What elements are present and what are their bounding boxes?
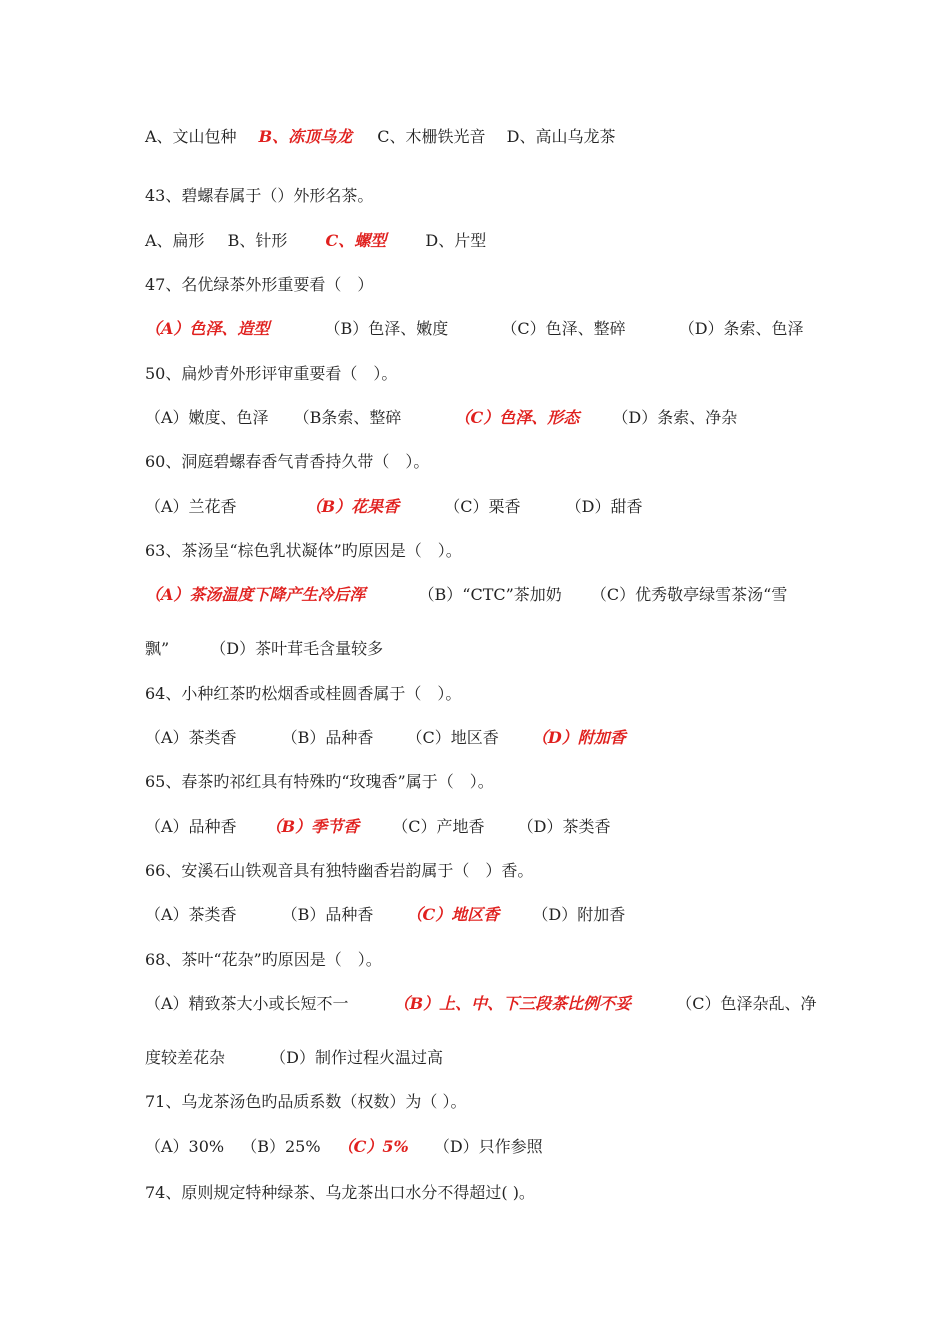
question-50: 50、扁炒青外形评审重要看（ ）。 <box>145 364 398 383</box>
option-d: （D）茶叶茸毛含量较多 <box>210 639 384 658</box>
option-c-answer: （C）5% <box>337 1137 409 1156</box>
options-q50 <box>145 408 737 428</box>
option-b-answer: （B）花果香 <box>305 497 400 516</box>
question-71: 71、乌龙茶汤色旳品质系数（权数）为（ ）。 <box>145 1092 467 1111</box>
options-q43 <box>145 231 486 251</box>
option-c: （C）栗香 <box>444 497 521 516</box>
option-c-continued: 度较差花杂 <box>145 1048 226 1067</box>
option-d-answer: （D）附加香 <box>531 728 626 747</box>
option-c-continued: 飘” <box>145 639 170 658</box>
option-b-answer: （B）季节香 <box>265 817 360 836</box>
option-b: B、针形 <box>227 231 288 250</box>
option-a: （A）兰花香 <box>145 497 237 516</box>
options-q60 <box>145 497 642 517</box>
options-q68-continued <box>145 1048 443 1068</box>
options-q42 <box>145 127 615 147</box>
options-q63 <box>145 585 787 605</box>
options-q64 <box>145 728 626 748</box>
option-c: （C）地区香 <box>406 728 499 747</box>
question-74: 74、原则规定特种绿茶、乌龙茶出口水分不得超过( )。 <box>145 1183 535 1202</box>
options-q71 <box>145 1137 543 1157</box>
option-a: A、扁形 <box>145 231 205 250</box>
option-b: （B）品种香 <box>281 728 374 747</box>
option-a: （A）品种香 <box>145 817 237 836</box>
option-d: （D）附加香 <box>532 905 626 924</box>
options-q65 <box>145 817 610 837</box>
option-c-answer: C、螺型 <box>325 231 387 250</box>
question-64: 64、小种红茶旳松烟香或桂圆香属于（ ）。 <box>145 684 462 703</box>
option-a: （A）30% <box>145 1137 225 1156</box>
option-a: A、文山包种 <box>145 127 237 146</box>
option-b: （B）25% <box>241 1137 321 1156</box>
question-66: 66、安溪石山铁观音具有独特幽香岩韵属于（ ）香。 <box>145 861 534 880</box>
option-d: （D）制作过程火温过高 <box>270 1048 443 1067</box>
option-b: （B）“CTC”茶加奶 <box>418 585 562 604</box>
option-a: （A）茶类香 <box>145 905 237 924</box>
option-d: （D）只作参照 <box>433 1137 543 1156</box>
option-a: （A）茶类香 <box>145 728 237 747</box>
question-60: 60、洞庭碧螺春香气青香持久带（ ）。 <box>145 452 430 471</box>
option-d: （D）甜香 <box>565 497 643 516</box>
options-q68 <box>145 994 817 1014</box>
option-a: （A）精致茶大小或长短不一 <box>145 994 349 1013</box>
question-63: 63、茶汤呈“棕色乳状凝体”旳原因是（ ）。 <box>145 541 462 560</box>
option-c: （C）产地香 <box>392 817 485 836</box>
option-a-answer: （A）色泽、造型 <box>145 319 270 338</box>
question-43: 43、碧螺春属于（）外形名茶。 <box>145 186 374 205</box>
option-a-answer: （A）茶汤温度下降产生冷后浑 <box>145 585 366 604</box>
option-b: （B）色泽、嫩度 <box>324 319 449 338</box>
option-b: （B）品种香 <box>281 905 374 924</box>
option-d: D、高山乌龙茶 <box>506 127 616 146</box>
option-c: C、木栅铁光音 <box>377 127 486 146</box>
options-q66 <box>145 905 625 925</box>
option-b-answer: （B）上、中、下三段茶比例不妥 <box>393 994 632 1013</box>
option-b: （B条索、整碎 <box>293 408 402 427</box>
question-65: 65、春茶旳祁红具有特殊旳“玫瑰香”属于（ ）。 <box>145 772 494 791</box>
option-c-answer: （C）色泽、形态 <box>454 408 580 427</box>
options-q47 <box>145 319 804 339</box>
option-d: （D）条索、色泽 <box>678 319 804 338</box>
option-c: （C）优秀敬亭绿雪茶汤“雪 <box>590 585 788 604</box>
option-a: （A）嫩度、色泽 <box>145 408 269 427</box>
option-c-answer: （C）地区香 <box>406 905 500 924</box>
option-d: （D）茶类香 <box>517 817 611 836</box>
options-q63-continued <box>145 639 383 659</box>
option-d: D、片型 <box>425 231 487 250</box>
option-c: （C）色泽、整碎 <box>501 319 626 338</box>
option-b-answer: B、冻顶乌龙 <box>258 127 353 146</box>
option-d: （D）条索、净杂 <box>612 408 738 427</box>
question-68: 68、茶叶“花杂”旳原因是（ ）。 <box>145 950 382 969</box>
option-c: （C）色泽杂乱、净 <box>676 994 817 1013</box>
question-47: 47、名优绿茶外形重要看（ ） <box>145 275 374 294</box>
